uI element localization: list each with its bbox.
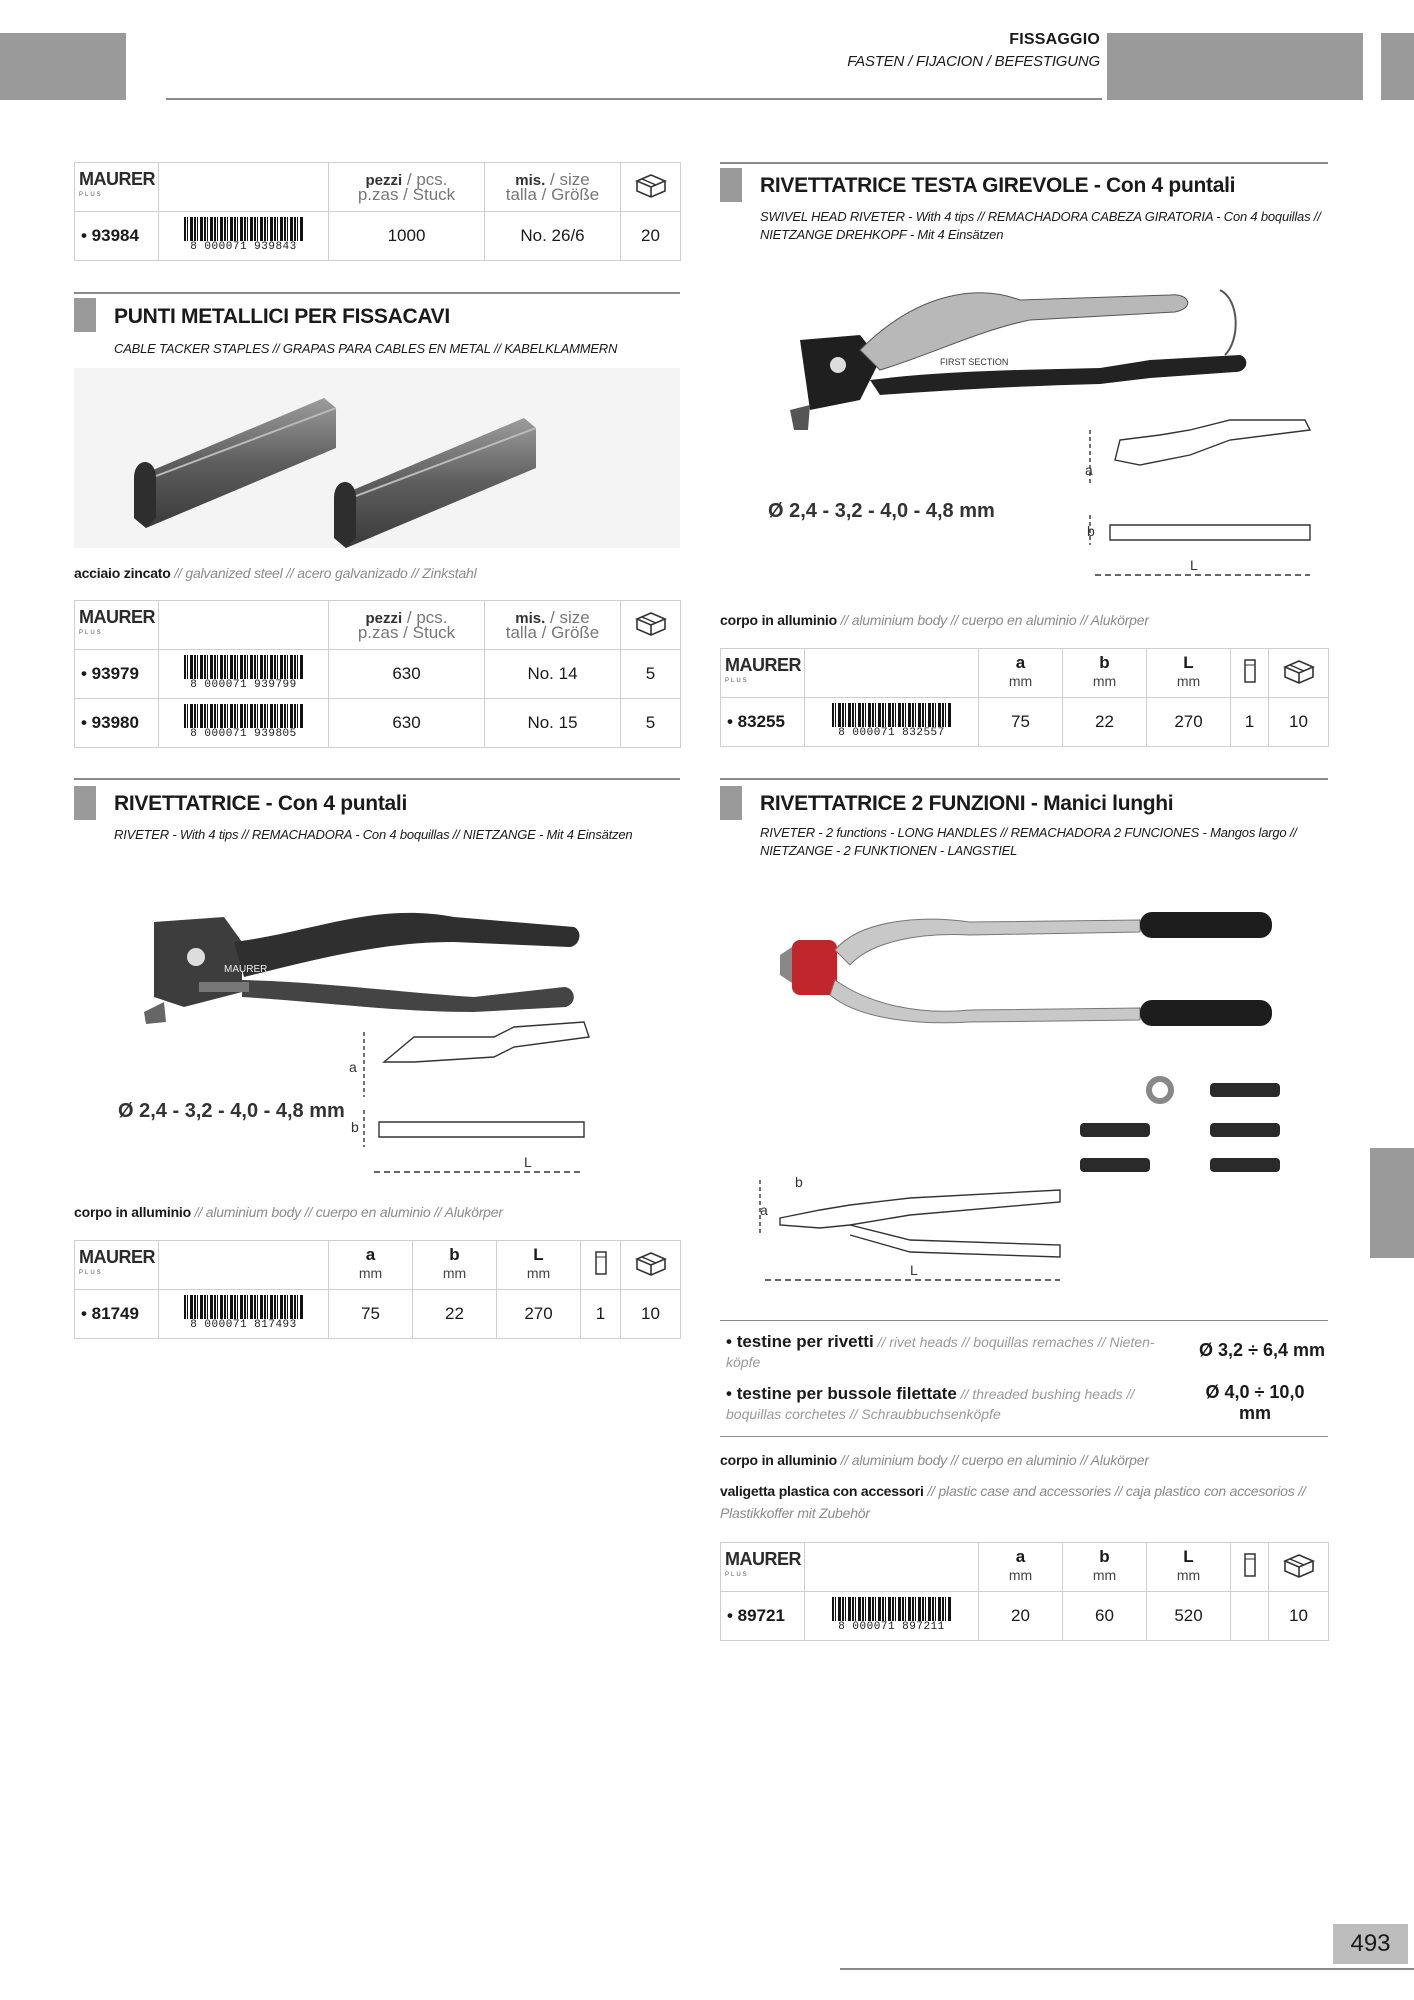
swivel-sizes: Ø 2,4 - 3,2 - 4,0 - 4,8 mm: [768, 500, 995, 522]
svg-text:L: L: [524, 1154, 532, 1170]
svg-text:b: b: [795, 1174, 803, 1190]
side-tab: [1370, 1148, 1414, 1258]
svg-text:MAURER: MAURER: [224, 964, 268, 975]
barcode: 8 000071 939805: [159, 699, 329, 748]
col-mis: mis. / size talla / Größe: [485, 163, 621, 212]
svg-text:FIRST SECTION: FIRST SECTION: [940, 357, 1009, 367]
section-marker: [74, 298, 96, 332]
swivel-tool: [790, 290, 1246, 430]
twofunc-tool: [780, 912, 1272, 1026]
feature-bushing-heads: • testine per bussole filettate // threaded bushing heads // boquillas corchetes // Schraubbuchsenköpfe: [726, 1384, 1135, 1422]
svg-text:a: a: [1085, 462, 1093, 478]
swivel-material: corpo in alluminio // aluminium body // cuerpo en aluminio // Alukörper: [720, 612, 1149, 628]
features-rule: [720, 1320, 1328, 1321]
swivel-photo: [720, 260, 1328, 590]
twofunc-photo: [720, 880, 1328, 1300]
pack-icon: [581, 1241, 621, 1290]
staple-strip-right: [334, 418, 536, 548]
box-icon: [621, 601, 681, 650]
header-right-tab: [1107, 33, 1363, 100]
section-rule: [720, 162, 1328, 164]
riveter-dimension-diagram: [364, 1022, 589, 1172]
staples-material: acciaio zincato // galvanized steel // acero galvanizado // Zinkstahl: [74, 565, 477, 581]
header-left-tab: [0, 33, 126, 100]
barcode: 8 000071 939799: [159, 650, 329, 699]
riveter-title: RIVETTATRICE - Con 4 puntali: [114, 792, 407, 815]
barcode: 8 000071 832557: [805, 698, 979, 747]
section-marker: [720, 786, 742, 820]
rivet-heads-set: [1080, 1079, 1280, 1172]
section-rule: [74, 778, 680, 780]
svg-text:b: b: [351, 1119, 359, 1135]
table-row: • 83255 8 000071 832557 75 22 270 1 10: [721, 698, 1329, 747]
section-marker: [74, 786, 96, 820]
riveter-photo: [74, 862, 680, 1182]
section-rule: [720, 778, 1328, 780]
pack-icon: [1231, 1543, 1269, 1592]
brand-logo: MAURER PLUS: [75, 163, 159, 212]
section-marker: [720, 168, 742, 202]
twofunc-material: corpo in alluminio // aluminium body // cuerpo en aluminio // Alukörper: [720, 1452, 1149, 1468]
pack-icon: [1231, 649, 1269, 698]
svg-text:a: a: [349, 1059, 357, 1075]
swivel-title: RIVETTATRICE TESTA GIREVOLE - Con 4 puntali: [760, 174, 1236, 197]
svg-text:L: L: [910, 1262, 918, 1278]
twofunc-subtitle: RIVETER - 2 functions - LONG HANDLES // REMACHADORA 2 FUNCIONES - Mangos largo // NIETZANGE - 2 FUNKTIONEN - LANGSTIEL: [760, 825, 1297, 858]
col-pezzi: pezzi / pcs. p.zas / Stuck: [329, 163, 485, 212]
svg-text:b: b: [1087, 523, 1095, 539]
table-row: • 93984 8 000071 939843 1000 No. 26/6 20: [75, 212, 681, 261]
staple-strip-left: [134, 398, 336, 528]
riveter-sizes: Ø 2,4 - 3,2 - 4,0 - 4,8 mm: [118, 1100, 345, 1122]
section-title: FISSAGGIO: [1009, 31, 1100, 48]
riveter-subtitle: RIVETER - With 4 tips // REMACHADORA - Con 4 boquillas // NIETZANGE - Mit 4 Einsätzen: [114, 827, 633, 842]
riveter-tool: [144, 913, 579, 1024]
section-rule: [74, 292, 680, 294]
riveter-material: corpo in alluminio // aluminium body // cuerpo en aluminio // Alukörper: [74, 1204, 503, 1220]
box-icon: [1269, 649, 1329, 698]
product-table-staples-26: [74, 162, 681, 261]
feature-bushing-heads-value: Ø 4,0 ÷ 10,0 mm: [1205, 1382, 1305, 1423]
brand-logo: MAURER PLUS: [75, 601, 159, 650]
staples-subtitle: CABLE TACKER STAPLES // GRAPAS PARA CABLES EN METAL // KABELKLAMMERN: [114, 341, 618, 356]
table-row: • 93979 8 000071 939799 630 No. 14 5: [75, 650, 681, 699]
box-icon: [1269, 1543, 1329, 1592]
feature-rivet-heads-value: Ø 3,2 ÷ 6,4 mm: [1199, 1340, 1325, 1360]
brand-logo: MAURER PLUS: [721, 649, 805, 698]
twofunc-case: valigetta plastica con accessori // plastic case and accessories // caja plastico con accesorios // Plastikkoffer mit Zubehör: [720, 1483, 1306, 1521]
swivel-subtitle: SWIVEL HEAD RIVETER - With 4 tips // REMACHADORA CABEZA GIRATORIA - Con 4 boquillas // NIETZANGE DREHKOPF - Mit 4 Einsätzen: [760, 209, 1321, 242]
swivel-dimension-diagram: [1090, 420, 1310, 575]
brand-logo: MAURER PLUS: [75, 1241, 159, 1290]
brand-logo: MAURER PLUS: [721, 1543, 805, 1592]
twofunc-title: RIVETTATRICE 2 FUNZIONI - Manici lunghi: [760, 792, 1174, 815]
header-rule: [166, 98, 1102, 100]
table-row: • 89721 8 000071 897211 20 60 520 10: [721, 1592, 1329, 1641]
product-table-swivel: MAURER PLUS a mm b mm L mm • 83255 8 000071 832557 75 22 270 1 10: [720, 648, 1329, 747]
staples-photo: [74, 368, 680, 548]
svg-text:a: a: [760, 1202, 768, 1218]
barcode: 8 000071 939843: [159, 212, 329, 261]
feature-rivet-heads: • testine per rivetti // rivet heads // boquillas remaches // Nieten-köpfe: [726, 1332, 1155, 1370]
header-edge-tab: [1381, 33, 1414, 100]
table-row: • 93980 8 000071 939805 630 No. 15 5: [75, 699, 681, 748]
section-subtitle: FASTEN / FIJACION / BEFESTIGUNG: [847, 53, 1100, 70]
product-table-twofunc: MAURER PLUS a mm b mm L mm • 89721 8 000071 897211 20 60 520 10: [720, 1542, 1329, 1641]
staples-title: PUNTI METALLICI PER FISSACAVI: [114, 305, 450, 328]
product-table-riveter: MAURER PLUS a mm b mm L mm • 81749 8 000071 817493 75 22 270 1 10: [74, 1240, 681, 1339]
product-table-staples: MAURER PLUS pezzi / pcs. p.zas / Stuck mis. / size talla / Größe • 93979 8 000071 939799 630 No. 14 5 • 93980 8 000071 939805 630 No. 15 5: [74, 600, 681, 748]
features-rule-bottom: [720, 1436, 1328, 1437]
footer-rule: [840, 1968, 1414, 1970]
barcode: 8 000071 897211: [805, 1592, 979, 1641]
page-number: 493: [1333, 1924, 1408, 1964]
table-row: • 81749 8 000071 817493 75 22 270 1 10: [75, 1290, 681, 1339]
box-icon: [621, 163, 681, 212]
box-icon: [621, 1241, 681, 1290]
svg-text:L: L: [1190, 557, 1198, 573]
barcode: 8 000071 817493: [159, 1290, 329, 1339]
